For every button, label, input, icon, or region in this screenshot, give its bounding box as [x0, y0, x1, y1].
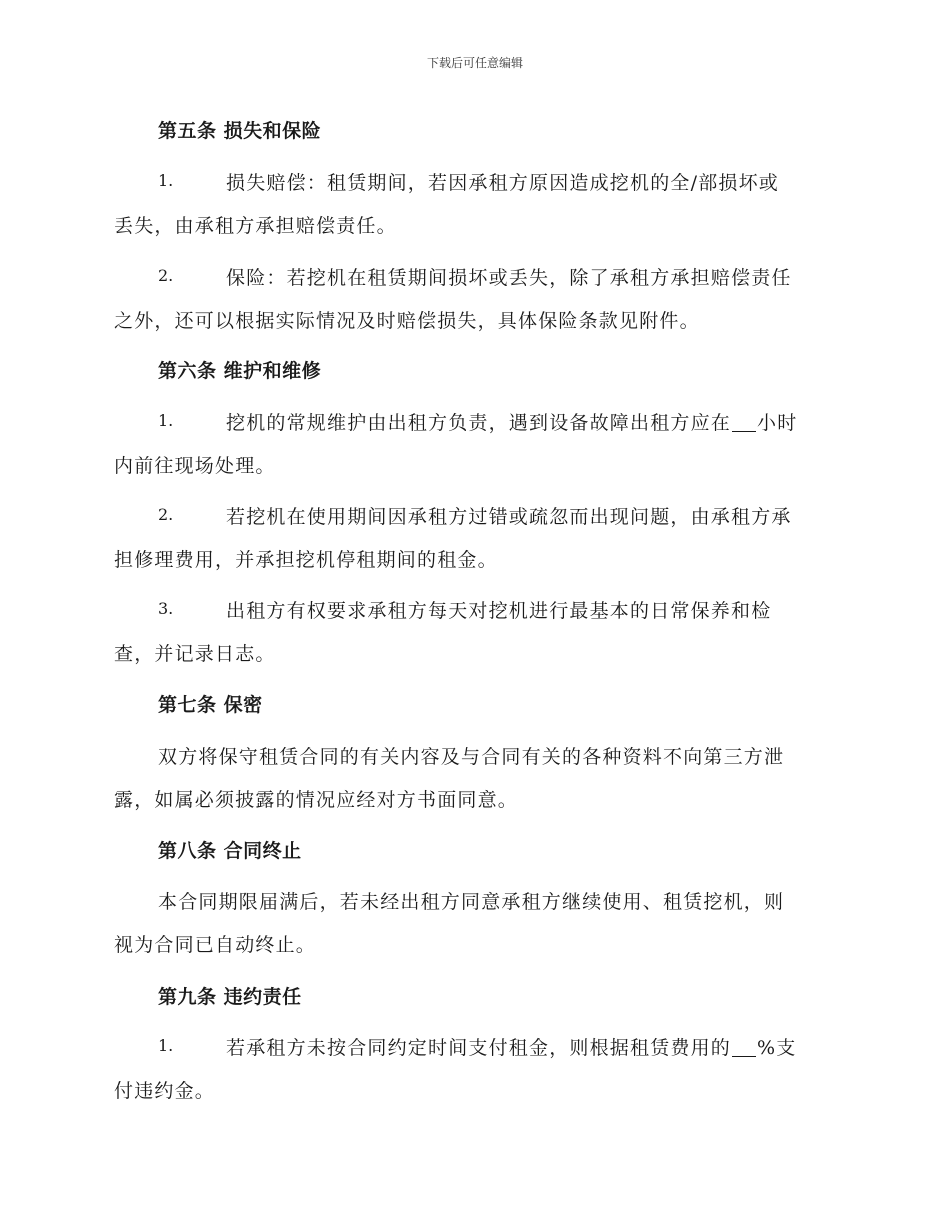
page-header: 下载后可任意编辑: [426, 56, 523, 70]
article-7-heading: 第七条 保密: [158, 694, 263, 716]
article-9-heading: 第九条 违约责任: [158, 986, 302, 1008]
article-6-item-3-line-2: 查，并记录日志。: [114, 643, 276, 665]
article-9-item-1-line-2: 付违约金。: [114, 1080, 216, 1102]
article-7-line-1: 双方将保守租赁合同的有关内容及与合同有关的各种资料不向第三方泄: [158, 746, 785, 768]
article-7-line-2: 露，如属必须披露的情况应经对方书面同意。: [114, 789, 519, 811]
fill-in-blank: [732, 412, 756, 432]
article-5-item-2-line-2: 之外，还可以根据实际情况及时赔偿损失，具体保险条款见附件。: [114, 310, 700, 332]
article-6-item-3-number: 3.: [158, 599, 174, 618]
article-5-item-1-line-1: 损失赔偿：租赁期间，若因承租方原因造成挖机的全/部损坏或: [226, 172, 780, 194]
article-8-heading: 第八条 合同终止: [158, 840, 302, 862]
article-6-item-3-line-1: 出租方有权要求承租方每天对挖机进行最基本的日常保养和检: [226, 600, 772, 622]
fill-in-blank: [732, 1037, 756, 1057]
article-6-item-1-text-b: 小时: [757, 412, 798, 434]
article-6-heading: 第六条 维护和维修: [158, 360, 322, 382]
article-9-item-1-number: 1.: [158, 1036, 174, 1055]
article-6-item-2-number: 2.: [158, 505, 174, 524]
article-8-line-1: 本合同期限届满后，若未经出租方同意承租方继续使用、租赁挖机，则: [158, 891, 785, 913]
article-5-item-2-line-1: 保险：若挖机在租赁期间损坏或丢失，除了承租方承担赔偿责任: [226, 267, 792, 289]
article-5-heading: 第五条 损失和保险: [158, 120, 322, 142]
article-6-item-1-line-1: [226, 408, 797, 435]
article-5-item-1-line-2: 丢失，由承租方承担赔偿责任。: [114, 215, 397, 237]
article-9-item-1-text-b: %支: [757, 1037, 797, 1059]
article-9-item-1-text-a: 若承租方未按合同约定时间支付租金，则根据租赁费用的: [226, 1037, 732, 1059]
article-9-item-1-line-1: [226, 1033, 796, 1060]
article-6-item-1-text-a: 挖机的常规维护由出租方负责，遇到设备故障出租方应在: [226, 412, 732, 434]
article-6-item-2-line-2: 担修理费用，并承担挖机停租期间的租金。: [114, 549, 498, 571]
article-8-line-2: 视为合同已自动终止。: [114, 934, 317, 956]
article-6-item-1-line-2: 内前往现场处理。: [114, 455, 276, 477]
article-5-item-1-number: 1.: [158, 171, 174, 190]
article-6-item-1-number: 1.: [158, 411, 174, 430]
article-6-item-2-line-1: 若挖机在使用期间因承租方过错或疏忽而出现问题，由承租方承: [226, 506, 792, 528]
article-5-item-2-number: 2.: [158, 266, 174, 285]
